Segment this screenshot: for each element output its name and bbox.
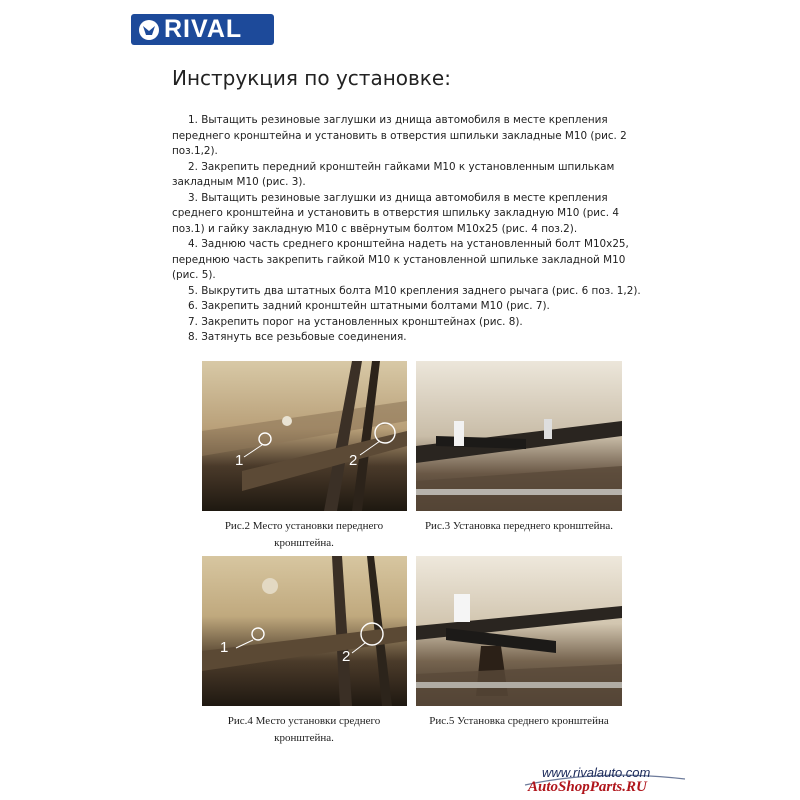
- step-item: 4. Заднюю часть среднего кронштейна надеть на установленный болт M10x25, переднюю часть закрепить гайкой M10 к установленной шпильке закладной M10 (рис. 5).: [172, 238, 629, 281]
- figure-2-photo: [202, 361, 407, 511]
- step-item: 3. Вытащить резиновые заглушки из днища автомобиля в месте крепления среднего кронштейна и установить в отверстия шпильку закладную M10 (рис. 4 поз.1) и гайку закладную M10 с ввёрнутым болтом M10x25 (рис. 4 поз.2).: [172, 191, 619, 235]
- step-item: 1. Вытащить резиновые заглушки из днища автомобиля в месте крепления переднего кронштейна и установить в отверстия шпильки закладные M10 (рис. 2 поз.1,2).: [172, 114, 627, 157]
- callout-1: 1: [220, 639, 229, 656]
- step-item: 6. Закрепить задний кронштейн штатными болтами M10 (рис. 7).: [188, 300, 550, 312]
- rival-logo: [131, 14, 274, 45]
- footer-watermark: [520, 765, 690, 797]
- instruction-steps: [172, 113, 642, 346]
- step-item: 7. Закрепить порог на установленных кронштейнах (рис. 8).: [188, 315, 523, 328]
- step-item: 2. Закрепить передний кронштейн гайками M10 к установленным шпилькам закладным M10 (рис. 3).: [172, 160, 615, 188]
- page-title: Инструкция по установке:: [172, 66, 451, 90]
- logo-emblem-icon: [138, 19, 160, 41]
- figure-3-caption: Рис.3 Установка переднего кронштейна.: [424, 520, 614, 532]
- logo-text: RIVAL: [164, 15, 243, 43]
- figure-4-photo: [202, 556, 407, 706]
- figure-4-caption: Рис.4 Место установки среднего кронштейна.: [227, 715, 381, 744]
- footer-brand: AutoShopParts.RU: [528, 779, 647, 795]
- callout-1: 1: [235, 452, 244, 469]
- step-item: 5. Выкрутить два штатных болта M10 крепления заднего рычага (рис. 6 поз. 1,2).: [188, 284, 641, 297]
- figure-3-photo: [416, 361, 622, 511]
- callout-2: 2: [342, 648, 351, 665]
- callout-2: 2: [349, 452, 358, 469]
- footer-url: www.rivalauto.com: [542, 765, 651, 780]
- step-item: 8. Затянуть все резьбовые соединения.: [188, 331, 407, 343]
- figure-5-caption: Рис.5 Установка среднего кронштейна: [429, 715, 609, 727]
- figure-5-photo: [416, 556, 622, 706]
- figure-2-caption: Рис.2 Место установки переднего кронштейна.: [224, 520, 384, 549]
